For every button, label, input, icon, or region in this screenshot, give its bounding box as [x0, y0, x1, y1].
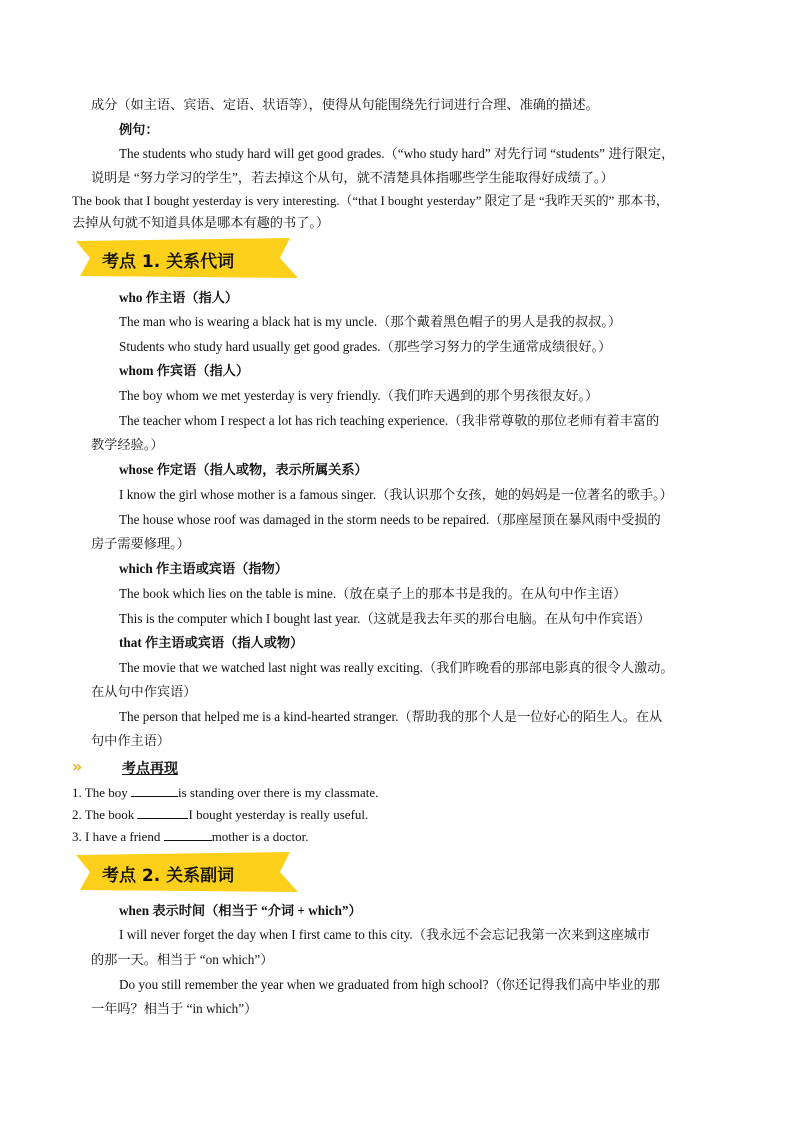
example-sentence-cont: 的那一天。相当于 “on which”）: [91, 952, 274, 967]
example-explanation: 去掉从句就不知道具体是哪本有趣的书了。）: [72, 215, 330, 230]
example-sentence: The movie that we watched last night was really exciting.（我们昨晚看的那部电影真的很令人激动。: [119, 660, 674, 675]
section-title: 考点 1. 关系代词: [102, 252, 235, 272]
subheading-who: who 作主语（指人）: [119, 290, 239, 305]
example-sentence: Students who study hard usually get good grades.（那些学习努力的学生通常成绩很好。）: [119, 339, 612, 354]
example-sentence: The book that I bought yesterday is very interesting.（“that I bought yesterday” 限定了是 “我昨天买的” 那本书，: [72, 194, 669, 208]
answer-blank: [131, 784, 178, 797]
section-banner: [76, 852, 302, 892]
intro-line: 成分（如主语、宾语、定语、状语等），使得从句能围绕先行词进行合理、准确的描述。: [91, 97, 599, 112]
subheading-when: when 表示时间（相当于 “介词 + which”）: [119, 903, 362, 918]
example-sentence-cont: 教学经验。）: [91, 437, 164, 452]
subheading-that: that 作主语或宾语（指人或物）: [119, 635, 304, 650]
example-sentence-cont: 一年吗？相当于 “in which”）: [91, 1001, 258, 1016]
example-sentence: The book which lies on the table is mine.（放在桌子上的那本书是我的。在从句中作主语）: [119, 586, 627, 601]
example-sentence-cont: 句中作主语）: [91, 733, 171, 748]
example-sentence: I will never forget the day when I first came to this city.（我永远不会忘记我第一次来到这座城市: [119, 927, 651, 942]
example-explanation: 说明是 “努力学习的学生”，若去掉这个从句，就不清楚具体指哪些学生能取得好成绩了。）: [91, 170, 614, 185]
review-title: 考点再现: [122, 761, 178, 777]
example-sentence: The house whose roof was damaged in the storm needs to be repaired.（那座屋顶在暴风雨中受损的: [119, 512, 661, 527]
exercise-question-2: 2. The book I bought yesterday is really useful.: [72, 807, 369, 822]
example-sentence: The man who is wearing a black hat is my uncle.（那个戴着黑色帽子的男人是我的叔叔。）: [119, 314, 622, 329]
example-sentence: The teacher whom I respect a lot has rich teaching experience.（我非常尊敬的那位老师有着丰富的: [119, 413, 660, 428]
example-sentence: The boy whom we met yesterday is very friendly.（我们昨天遇到的那个男孩很友好。）: [119, 388, 599, 403]
example-sentence: This is the computer which I bought last year.（这就是我去年买的那台电脑。在从句中作宾语）: [119, 611, 651, 626]
section-title: 考点 2. 关系副词: [102, 866, 235, 886]
example-sentence-cont: 房子需要修理。）: [91, 536, 190, 551]
answer-blank: [164, 828, 212, 841]
example-sentence: The person that helped me is a kind-hearted stranger.（帮助我的那个人是一位好心的陌生人。在从: [119, 709, 663, 724]
example-sentence: Do you still remember the year when we graduated from high school?（你还记得我们高中毕业的那: [119, 977, 660, 992]
example-sentence: I know the girl whose mother is a famous singer.（我认识那个女孩，她的妈妈是一位著名的歌手。）: [119, 487, 673, 502]
exercise-question-3: 3. I have a friend mother is a doctor.: [72, 829, 309, 844]
example-label: 例句：: [119, 122, 159, 137]
subheading-which: which 作主语或宾语（指物）: [119, 561, 288, 576]
subheading-whom: whom 作宾语（指人）: [119, 363, 250, 378]
section-banner: [76, 238, 302, 278]
exercise-question-1: 1. The boy is standing over there is my classmate.: [72, 785, 379, 800]
example-sentence: The students who study hard will get good grades.（“who study hard” 对先行词 “students” 进行限定，: [119, 146, 675, 161]
chevron-right-icon: »: [72, 757, 83, 776]
example-sentence-cont: 在从句中作宾语）: [91, 684, 197, 699]
subheading-whose: whose 作定语（指人或物，表示所属关系）: [119, 462, 368, 477]
answer-blank: [137, 806, 188, 819]
